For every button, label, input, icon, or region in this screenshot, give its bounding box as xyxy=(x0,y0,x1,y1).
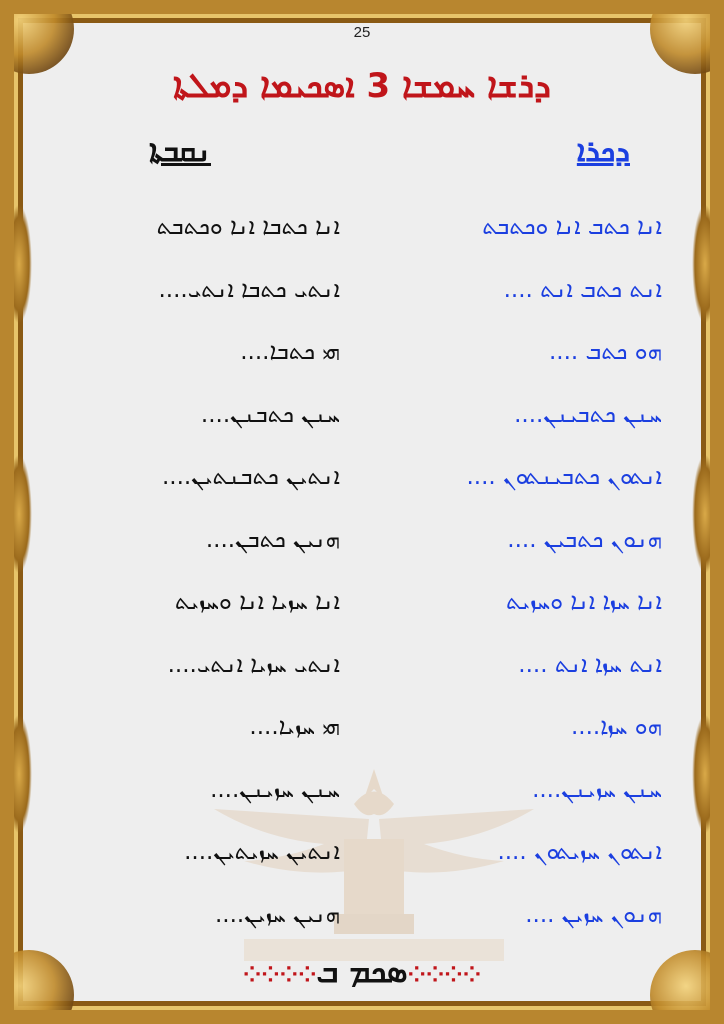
feminine-form: ܐܢܐ ܚܙܝܐ ܐܢܐ ܘܚܙܝܬ xyxy=(174,589,340,615)
feminine-form: ܗܢܝܢ ܚܙܝܢ.... xyxy=(214,901,340,928)
feminine-form: ܗܝ ܟܬܒܐ.... xyxy=(240,339,340,365)
page-title: ܕܪܫܐ ܚܡܫܐ 3 ܐܣܟܝܡܐ ܕܡܠܬܐ xyxy=(173,66,551,106)
feminine-form: ܐܢܬܝ ܚܙܝܐ ܐܢܬܝ.... xyxy=(167,651,340,678)
masculine-form: ܐܢܐ ܟܬܒ ܐܢܐ ܘܟܬܒܬ xyxy=(482,214,662,240)
table-row xyxy=(14,527,710,567)
table-row xyxy=(14,652,710,692)
masculine-form: ܐܢܐ ܚܙܐ ܐܢܐ ܘܚܙܝܬ xyxy=(506,589,662,615)
masculine-form: ܗܢܘܢ ܟܬܒܝܢ .... xyxy=(507,526,662,553)
page-number: 25 xyxy=(353,24,371,41)
masculine-form: ܗܘ ܚܙܐ.... xyxy=(570,714,662,740)
table-row xyxy=(14,777,710,817)
table-row xyxy=(14,402,710,442)
masculine-form: ܚܢܢ ܚܙܝܢܢ.... xyxy=(532,776,662,803)
masculine-column-header: ܕܟܪܐ xyxy=(576,134,630,169)
masculine-form: ܐܢܬ ܟܬܒ ܐܢܬ .... xyxy=(503,276,662,303)
table-row xyxy=(14,839,710,879)
masculine-form: ܐܢܬܘܢ ܟܬܒܝܢܬܘܢ .... xyxy=(466,464,662,490)
feminine-form: ܗܝ ܚܙܝܐ.... xyxy=(249,714,340,740)
feminine-form: ܐܢܬܝܢ ܚܙܝܬܝܢ.... xyxy=(184,839,340,865)
masculine-form: ܐܢܬ ܚܙܐ ܐܢܬ .... xyxy=(518,651,662,678)
feminine-form: ܚܢܢ ܚܙܝܢܢ.... xyxy=(210,776,340,803)
masculine-form: ܗܢܘܢ ܚܙܝܢ .... xyxy=(525,901,662,928)
feminine-form: ܚܢܢ ܟܬܒܢܢ.... xyxy=(200,401,340,428)
masculine-form: ܗܘ ܟܬܒ .... xyxy=(548,339,662,365)
table-row xyxy=(14,339,710,379)
table-row xyxy=(14,589,710,629)
table-row xyxy=(14,277,710,317)
footer-text: ܣܟܡ ܒ xyxy=(316,952,408,990)
table-row xyxy=(14,902,710,942)
table-row xyxy=(14,214,710,254)
masculine-form: ܚܢܢ ܟܬܒܝܢܢ.... xyxy=(514,401,662,428)
table-row xyxy=(14,714,710,754)
feminine-form: ܐܢܬܝܢ ܟܬܒܢܬܝܢ.... xyxy=(161,464,340,490)
masculine-form: ܐܢܬܘܢ ܚܙܝܬܘܢ .... xyxy=(497,839,662,865)
feminine-form: ܗܢܝܢ ܟܬܒܢ.... xyxy=(205,526,340,553)
feminine-column-header: ܢܩܒܬܐ xyxy=(149,134,211,169)
feminine-form: ܐܢܬܝ ܟܬܒܐ ܐܢܬܝ.... xyxy=(158,276,340,303)
table-row xyxy=(14,464,710,504)
feminine-form: ܐܢܐ ܟܬܒܐ ܐܢܐ ܘܟܬܒܬ xyxy=(156,214,340,240)
footer-ornament: ⁘⁘⁘⁘ xyxy=(242,963,317,988)
footer-ornament: ⁘⁘⁘⁘ xyxy=(407,963,482,988)
footer xyxy=(14,952,710,991)
